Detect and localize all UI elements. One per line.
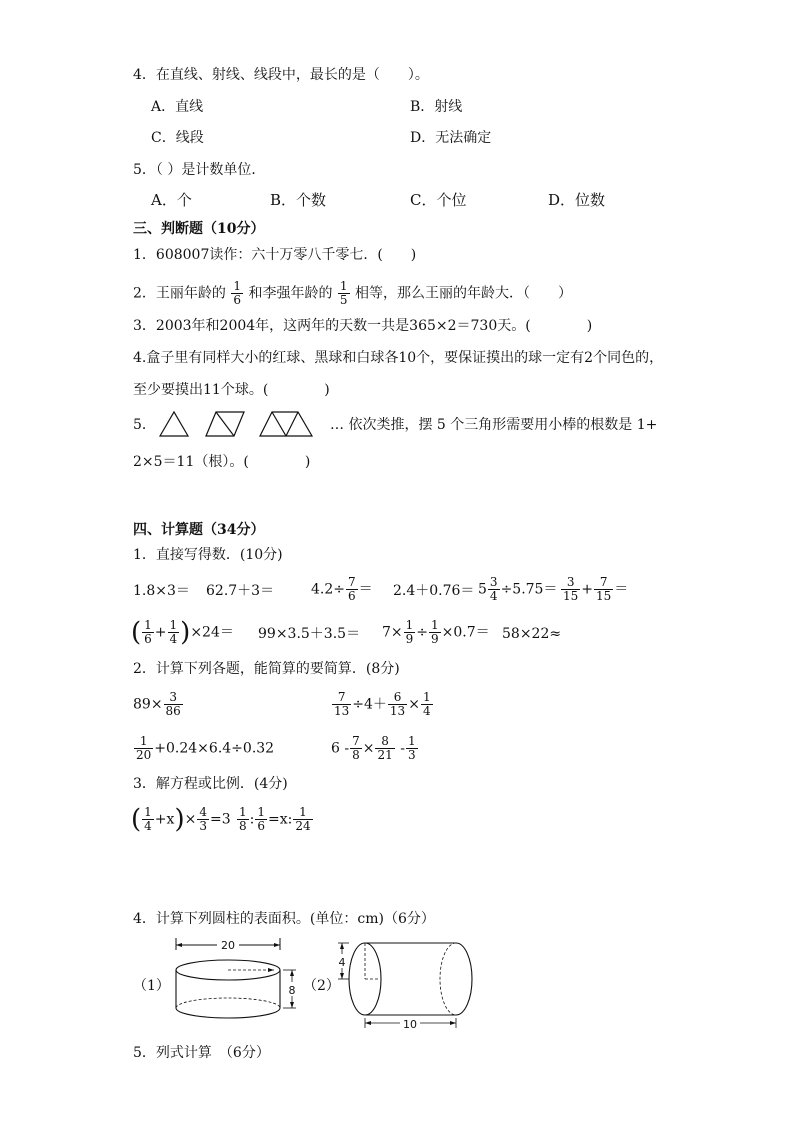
q4-option-a: A．直线: [151, 99, 204, 115]
cylinder-1-height: 8: [288, 984, 296, 997]
q4-option-d: D．无法确定: [410, 130, 492, 146]
q4-stem: 4．在直线、射线、线段中，最长的是（ ）。: [133, 67, 429, 83]
fraction: $\frac{7}{15}$: [596, 575, 612, 603]
calc-e3: 4.2÷ $\frac{7}{6}$ ＝: [311, 575, 373, 603]
q4-option-c: C．线段: [151, 130, 204, 146]
calc-p2-b: $\frac{7}{13}$ ÷4＋ $\frac{6}{13}$ × $\frac{1}{4}$: [334, 690, 431, 718]
fraction: $\frac{1}{4}$: [144, 805, 152, 833]
cylinder-2-label: （2）: [303, 978, 340, 994]
judge-q1: 1．608007读作：六十万零八千零七．( ): [133, 247, 417, 263]
cylinder-1-label: （1）: [133, 978, 170, 994]
q5-stem: 5．（ ）是计数单位．: [133, 162, 266, 178]
calc-p3-b: $\frac{1}{8}$ : $\frac{1}{6}$ =x: $\frac{1}{24}$: [239, 805, 311, 833]
calc-p4-title: 4．计算下列圆柱的表面积。(单位：cm)（6分）: [133, 911, 435, 927]
fraction: $\frac{1}{6}$: [233, 279, 242, 307]
calc-e10: 58×22≈: [502, 626, 562, 642]
fraction: $\frac{7}{13}$: [334, 690, 350, 718]
cylinder-2-length: 10: [403, 1018, 417, 1031]
calc-p2-d: 6 - $\frac{7}{8}$ × $\frac{8}{21}$ - $\frac{1}{3}$: [331, 734, 416, 762]
cylinder-1-width: 20: [221, 939, 235, 952]
judge-q5-line2: 2×5＝11（根）。( ): [133, 454, 311, 470]
cylinder-1-figure: [168, 936, 308, 1032]
fraction: $\frac{1}{5}$: [339, 279, 348, 307]
calc-p1-title: 1．直接写得数．(10分): [133, 547, 283, 563]
fraction: $\frac{1}{4}$: [422, 690, 431, 718]
fraction: $\frac{1}{24}$: [295, 805, 311, 833]
cylinder-2-height: 4: [338, 956, 346, 969]
section-title-calc: 四、计算题（34分）: [133, 522, 265, 538]
judge-q4-line1: 4.盒子里有同样大小的红球、黑球和白球各10个，要保证摸出的球一定有2个同色的，: [133, 350, 664, 366]
judge-q5-number: 5．: [133, 417, 156, 433]
judge-q3: 3．2003年和2004年，这两年的天数一共是365×2＝730天。( ): [133, 318, 593, 334]
cylinder-2-figure: [334, 938, 480, 1034]
calc-p2-title: 2．计算下列各题，能简算的要简算．(8分): [133, 661, 400, 677]
fraction: $\frac{1}{9}$: [405, 618, 414, 646]
fraction: $\frac{1}{8}$: [239, 805, 247, 833]
judge-q2: [133, 280, 572, 307]
q5-option-a: A．个: [151, 191, 192, 209]
triangle-sticks-figure: [158, 410, 318, 438]
fraction: $\frac{7}{8}$: [352, 734, 360, 762]
fraction: $\frac{1}{6}$: [144, 618, 152, 646]
q5-option-c: C．个位: [410, 191, 467, 209]
calc-p3-title: 3．解方程或比例．(4分): [133, 776, 288, 792]
calc-p5-title: 5．列式计算 （6分）: [133, 1045, 270, 1061]
q5-option-b: B．个数: [270, 191, 327, 209]
fraction: $\frac{1}{9}$: [431, 618, 439, 646]
fraction: $\frac{1}{4}$: [169, 618, 178, 646]
calc-p2-c: $\frac{1}{20}$ +0.24×6.4÷0.32: [136, 734, 275, 762]
fraction: $\frac{6}{13}$: [389, 690, 406, 718]
calc-e5: 5 $\frac{3}{4}$ ÷5.75＝: [478, 575, 558, 603]
calc-e8: 99×3.5＋3.5＝: [258, 626, 361, 642]
judge-q2-post: 相等，那么王丽的年龄大．（ ）: [355, 285, 573, 302]
q5-option-d: D．位数: [548, 191, 606, 209]
fraction: $\frac{4}{3}$: [199, 805, 207, 833]
fraction: $\frac{3}{4}$: [489, 575, 498, 603]
fraction: $\frac{1}{20}$: [136, 734, 152, 762]
fraction: $\frac{7}{6}$: [348, 575, 356, 603]
calc-e1: 1.8×3＝: [133, 583, 190, 599]
fraction: $\frac{3}{15}$: [563, 575, 579, 603]
calc-e4: 2.4＋0.76＝: [393, 583, 475, 599]
q4-option-b: B．射线: [410, 99, 463, 115]
judge-q2-pre: 2．王丽年龄的: [133, 285, 226, 302]
judge-q4-line2: 至少要摸出11个球。( ): [133, 382, 330, 398]
fraction: $\frac{3}{86}$: [165, 690, 181, 718]
fraction: $\frac{1}{6}$: [257, 805, 265, 833]
calc-p3-a: ( $\frac{1}{4}$ +x)× $\frac{4}{3}$ =3: [131, 804, 231, 835]
judge-q5-text: … 依次类推，摆 5 个三角形需要用小棒的根数是 1+: [330, 417, 658, 433]
section-title-judge: 三、判断题（10分）: [133, 221, 265, 237]
calc-p2-a: 89× $\frac{3}{86}$: [133, 690, 181, 718]
calc-e2: 62.7＋3＝: [206, 583, 275, 599]
calc-e6: $\frac{3}{15}$ + $\frac{7}{15}$ ＝: [563, 575, 629, 603]
fraction: $\frac{1}{3}$: [407, 734, 416, 762]
judge-q2-mid: 和李强年龄的: [248, 285, 333, 302]
fraction: $\frac{8}{21}$: [377, 734, 393, 762]
calc-e9: 7× $\frac{1}{9}$ ÷ $\frac{1}{9}$ ×0.7＝: [382, 618, 490, 646]
calc-e7: ( $\frac{1}{6}$ + $\frac{1}{4}$ )×24＝: [131, 617, 234, 648]
